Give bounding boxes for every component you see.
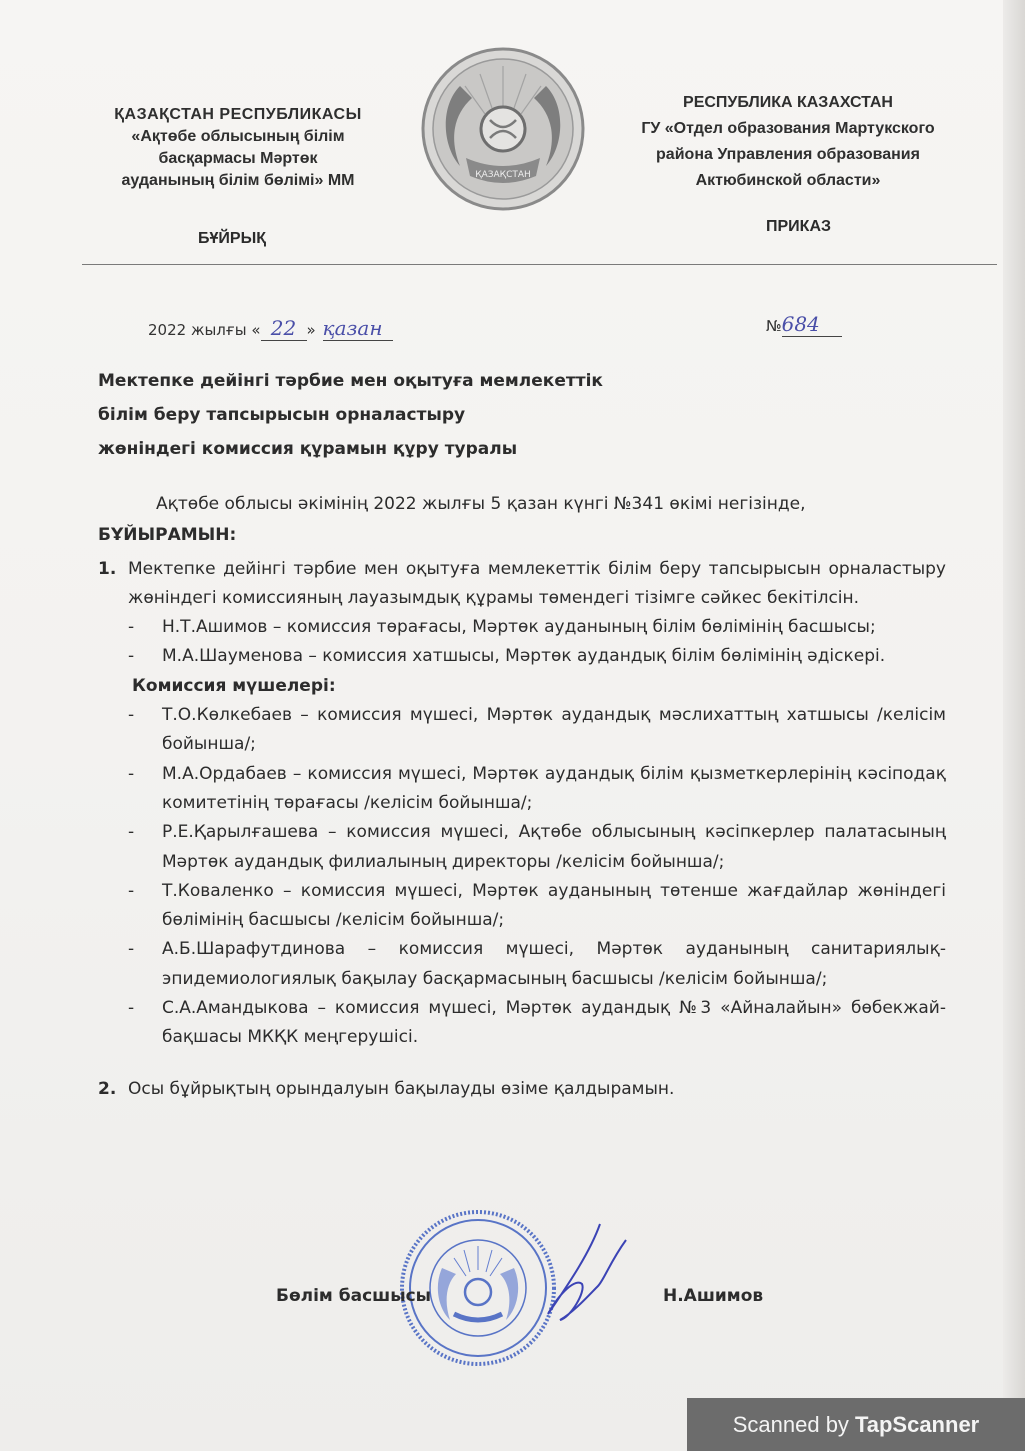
header-right-line: ГУ «Отдел образования Мартукского bbox=[641, 120, 935, 137]
leader-entry bbox=[128, 642, 946, 671]
scanner-watermark bbox=[687, 1398, 1025, 1451]
watermark-brand: TapScanner bbox=[854, 1411, 980, 1437]
order-item-1 bbox=[98, 555, 946, 614]
member-text: М.А.Ордабаев – комиссия мүшесі, Мәртөк аудандық білім қызметкерлерінің кәсіподақ комитетінің төрағасы /келісім бойынша/; bbox=[162, 763, 946, 813]
dash-bullet: - bbox=[128, 880, 135, 901]
handwritten-month: қазан bbox=[323, 316, 393, 341]
order-number-line bbox=[766, 312, 842, 337]
leader-entry bbox=[128, 613, 946, 642]
header-right-line: РЕСПУБЛИКА КАЗАХСТАН bbox=[683, 94, 893, 111]
dash-bullet: - bbox=[128, 822, 135, 843]
date-prefix: 2022 жылғы « bbox=[148, 321, 261, 339]
header-divider bbox=[82, 264, 997, 265]
title-line: жөніндегі комиссия құрамын құру туралы bbox=[98, 439, 518, 459]
legal-basis: Ақтөбе облысы әкімінің 2022 жылғы 5 қазан күнгі №341 өкімі негізінде, bbox=[156, 494, 806, 514]
item-text: Мектепке дейінгі тәрбие мен оқытуға мемлекеттік білім беру тапсырысын орналастыру жөніндегі комиссияның лауазымдық құрамы төмендегі тізімге сәйкес бекітілсін. bbox=[128, 558, 946, 608]
item-number: 1. bbox=[98, 558, 117, 579]
signatory-title: Бөлім басшысы bbox=[276, 1286, 432, 1306]
signatory-name: Н.Ашимов bbox=[663, 1286, 764, 1306]
kazakhstan-state-emblem-icon bbox=[420, 46, 586, 212]
order-label-kazakh: БҰЙРЫҚ bbox=[198, 230, 266, 247]
dash-bullet: - bbox=[128, 617, 135, 638]
member-entry bbox=[128, 818, 946, 877]
date-mid: » bbox=[306, 321, 316, 339]
handwritten-order-number: 684 bbox=[782, 312, 842, 337]
emblem-caption: ҚАЗАҚСТАН bbox=[475, 170, 531, 180]
header-right-russian bbox=[608, 90, 968, 194]
header-left-kazakh bbox=[88, 104, 388, 192]
member-entry bbox=[128, 701, 946, 760]
item-text: Осы бұйрықтың орындалуын бақылауды өзіме қалдырамын. bbox=[128, 1078, 675, 1099]
decree-heading: БҰЙЫРАМЫН: bbox=[98, 525, 237, 546]
leader-text: М.А.Шауменова – комиссия хатшысы, Мәртөк аудандық білім бөлімінің әдіскері. bbox=[162, 646, 886, 667]
dash-bullet: - bbox=[128, 998, 135, 1019]
document-body bbox=[98, 490, 946, 1104]
member-text: А.Б.Шарафутдинова – комиссия мүшесі, Мәртөк ауданының санитариялық-эпидемиологиялық бақылау басқармасының басшысы /келісім бойынша/; bbox=[162, 939, 946, 989]
member-text: Т.Коваленко – комиссия мүшесі, Мәртөк ауданының төтенше жағдайлар жөніндегі бөлімінің басшысы /келісім бойынша/; bbox=[162, 880, 946, 931]
title-line: білім беру тапсырысын орналастыру bbox=[98, 405, 466, 425]
leader-text: Н.Т.Ашимов – комиссия төрағасы, Мәртөк ауданының білім бөлімінің басшысы; bbox=[162, 617, 876, 638]
dash-bullet: - bbox=[128, 939, 135, 960]
header-left-line: ҚАЗАҚСТАН РЕСПУБЛИКАСЫ bbox=[114, 106, 362, 123]
member-text: С.А.Амандыкова – комиссия мүшесі, Мәртөк аудандық №3 «Айналайын» бөбекжай- бақшасы МКҚК меңгерушісі. bbox=[162, 998, 946, 1048]
dash-bullet: - bbox=[128, 705, 135, 726]
handwritten-day: 22 bbox=[261, 316, 307, 341]
handwritten-signature-icon bbox=[530, 1222, 640, 1332]
watermark-prefix: Scanned by bbox=[732, 1411, 849, 1437]
dash-bullet: - bbox=[128, 646, 135, 667]
title-line: Мектепке дейінгі тәрбие мен оқытуға мемлекеттік bbox=[98, 371, 603, 391]
dash-bullet: - bbox=[128, 763, 135, 784]
order-item-2 bbox=[98, 1075, 946, 1104]
order-label-russian: ПРИКАЗ bbox=[766, 218, 832, 235]
item-number: 2. bbox=[98, 1078, 117, 1099]
header-left-line: басқармасы Мәртөк bbox=[158, 150, 318, 167]
members-heading: Комиссия мүшелері: bbox=[132, 675, 336, 696]
member-text: Т.О.Көлкебаев – комиссия мүшесі, Мәртөк аудандық мәслихаттың хатшысы /келісім бойынша/; bbox=[162, 705, 946, 755]
header-left-line: ауданының білім бөлімі» ММ bbox=[121, 172, 355, 189]
page-edge-shadow bbox=[1003, 0, 1025, 1451]
member-entry bbox=[128, 994, 946, 1053]
header-right-line: района Управления образования bbox=[656, 146, 920, 163]
member-entry bbox=[128, 877, 946, 936]
number-label: № bbox=[766, 317, 782, 335]
order-date-line bbox=[148, 316, 393, 341]
member-text: Р.Е.Қарылғашева – комиссия мүшесі, Ақтөбе облысының кәсіпкерлер палатасының Мәртөк аудандық филиалының директоры /келісім бойынша/; bbox=[162, 822, 946, 872]
header-right-line: Актюбинской области» bbox=[695, 172, 881, 189]
member-entry bbox=[128, 760, 946, 819]
header-left-line: «Ақтөбе облысының білім bbox=[131, 128, 345, 145]
member-entry bbox=[128, 935, 946, 994]
document-title bbox=[98, 364, 798, 466]
